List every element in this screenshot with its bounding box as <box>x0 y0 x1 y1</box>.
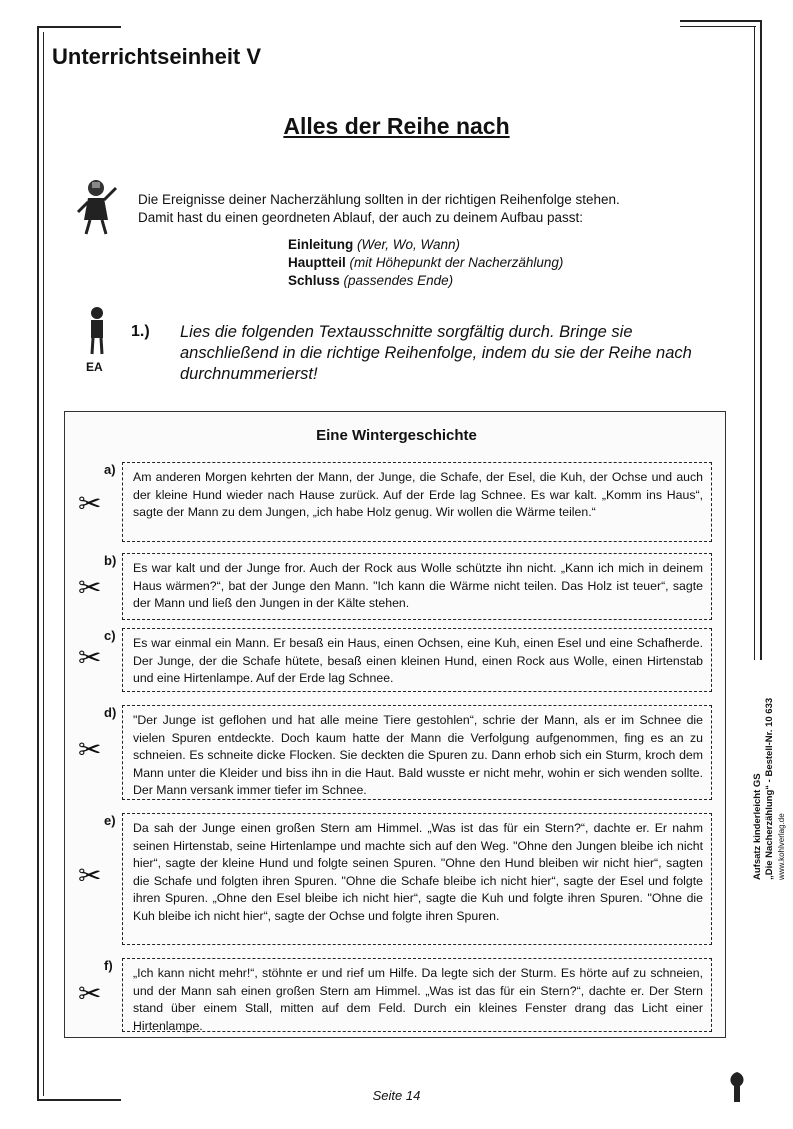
publisher-logo-icon <box>726 1068 748 1104</box>
part-name: Schluss <box>288 273 340 288</box>
unit-title: Unterrichtseinheit V <box>52 44 262 69</box>
page-number: Seite 14 <box>372 1088 421 1103</box>
frame-top-right-inner <box>680 26 756 27</box>
story-card-e[interactable] <box>122 813 712 945</box>
card-text: Da sah der Junge einen großen Stern am Himmel. „Was ist das für ein Stern?“, dachte er. Er nahm seinen Hirtenstab, seine Hirtenlampe und machte sich auf den Weg. "Ohne den Jungen bleibe ich nicht hier“, sagte der kleine Hund und folgte seinen Spuren. "Ohne den Hund bleiben wir nicht hier“, sagten die Schafe und folgten ihren Spuren. "Ohne die Schafe bleibe ich nicht hier“, sagte der Esel und folgte ihren Spuren. „Ohne den Esel bleibe ich nicht hier“, sagte die Kuh und folgte ihren Spuren. "Ohne die Kuh bleibe ich nicht hier“, sagte der Ochse und folgte ihren Spuren. <box>133 821 703 923</box>
card-text: „Ich kann nicht mehr!“, stöhnte er und rief um Hilfe. Da legte sich der Sturm. Es hörte auf zu schneien, und der Mann sah einen großen Stern am Himmel. „Was ist das für ein Stern?“, dachte er. Der Stern stand über einem Stall, mitten auf dem Feld. Durch ein kleines Fenster drang das Licht einer Hirtenlampe. <box>133 966 703 1033</box>
task-number: 1.) <box>131 323 150 340</box>
side-line-2: „Die Nacherzählung“ - Bestell-Nr. 10 633 <box>764 697 775 880</box>
task-text: Lies die folgenden Textausschnitte sorgfältig durch. Bringe sie anschließend in die richtige Reihenfolge, indem du sie der Reihe nach durchnummerierst! <box>180 323 692 383</box>
frame-top-right <box>680 20 762 22</box>
scissors-icon: ✂ <box>78 734 102 765</box>
card-text: "Der Junge ist geflohen und hat alle meine Tiere gestohlen“, schrie der Mann, als er im Schnee die vielen Spuren entdeckte. Doch kaum hatte der Mann die Verfolgung aufgenommen, fing es an zu schneien. Es schneite dicke Flocken. Sie deckten die Spuren zu. Dann erhob sich ein Sturm, kroch dem Mann unter die Kleider und biss ihn in die Haut. Bald wusste er nicht mehr, wohin er sich wenden sollte. Der Mann versank immer tiefer im Schnee. <box>133 713 703 797</box>
task-label: EA <box>86 360 103 374</box>
card-text: Es war einmal ein Mann. Er besaß ein Haus, einen Ochsen, eine Kuh, einen Esel und eine Schafherde. Der Junge, der die Schafe hütete, besaß einen kleinen Hund, einen Rock aus Wolle, einen Hirtenstab und eine Hirtenlampe. Auf der Erde lag Schnee. <box>133 636 703 685</box>
side-line-1: Aufsatz kinderleicht GS <box>752 773 763 880</box>
teacher-figure-icon <box>72 178 122 236</box>
intro-text <box>138 191 718 227</box>
story-card-f[interactable] <box>122 958 712 1032</box>
card-letter-e: e) <box>104 813 116 828</box>
story-card-c[interactable] <box>122 628 712 692</box>
pupil-figure-icon <box>86 306 108 356</box>
page-title: Alles der Reihe nach <box>283 113 510 139</box>
part-note: (Wer, Wo, Wann) <box>357 237 461 252</box>
story-card-d[interactable] <box>122 705 712 800</box>
scissors-icon: ✂ <box>78 860 102 891</box>
frame-top-left <box>37 26 121 28</box>
part-note: (mit Höhepunkt der Nacherzählung) <box>349 255 564 270</box>
card-letter-b: b) <box>104 553 117 568</box>
card-letter-f: f) <box>104 958 113 973</box>
story-card-b[interactable] <box>122 553 712 620</box>
part-note: (passendes Ende) <box>343 273 454 288</box>
scissors-icon: ✂ <box>78 488 102 519</box>
card-letter-a: a) <box>104 462 116 477</box>
scissors-icon: ✂ <box>78 978 102 1009</box>
scissors-icon: ✂ <box>78 642 102 673</box>
story-title: Eine Wintergeschichte <box>316 427 477 444</box>
frame-left-inner <box>43 32 44 1096</box>
card-text: Am anderen Morgen kehrten der Mann, der Junge, die Schafe, der Esel, die Kuh, der Ochse und auch der kleine Hund wieder nach Hause zurück. Auf der Erde lag Schnee. Es war kalt. „Komm ins Haus“, sagte der Mann zu dem Jungen, „ich habe Holz genug. Wir wollen die Wärme teilen.“ <box>133 470 703 519</box>
part-name: Hauptteil <box>288 255 346 270</box>
intro-line-2: Damit hast du einen geordneten Ablauf, der auch zu deinem Aufbau passt: <box>138 210 584 225</box>
story-card-a[interactable] <box>122 462 712 542</box>
card-letter-d: d) <box>104 705 117 720</box>
structure-list <box>288 236 563 290</box>
frame-left-outer <box>37 26 39 1101</box>
publisher-sidebar <box>752 698 788 880</box>
scissors-icon: ✂ <box>78 572 102 603</box>
intro-line-1: Die Ereignisse deiner Nacherzählung sollten in der richtigen Reihenfolge stehen. <box>138 192 620 207</box>
part-name: Einleitung <box>288 237 354 252</box>
card-text: Es war kalt und der Junge fror. Auch der Rock aus Wolle schützte ihn nicht. „Kann ich mich in deinem Haus wärmen?“, bat der Junge den Mann. "Ich kann die Wärme nicht teilen. Das Holz ist teuer“, sagte der Mann und ließ den Jungen in der Kälte stehen. <box>133 561 703 610</box>
card-letter-c: c) <box>104 628 116 643</box>
side-line-3: www.kohlverlag.de <box>777 813 786 880</box>
